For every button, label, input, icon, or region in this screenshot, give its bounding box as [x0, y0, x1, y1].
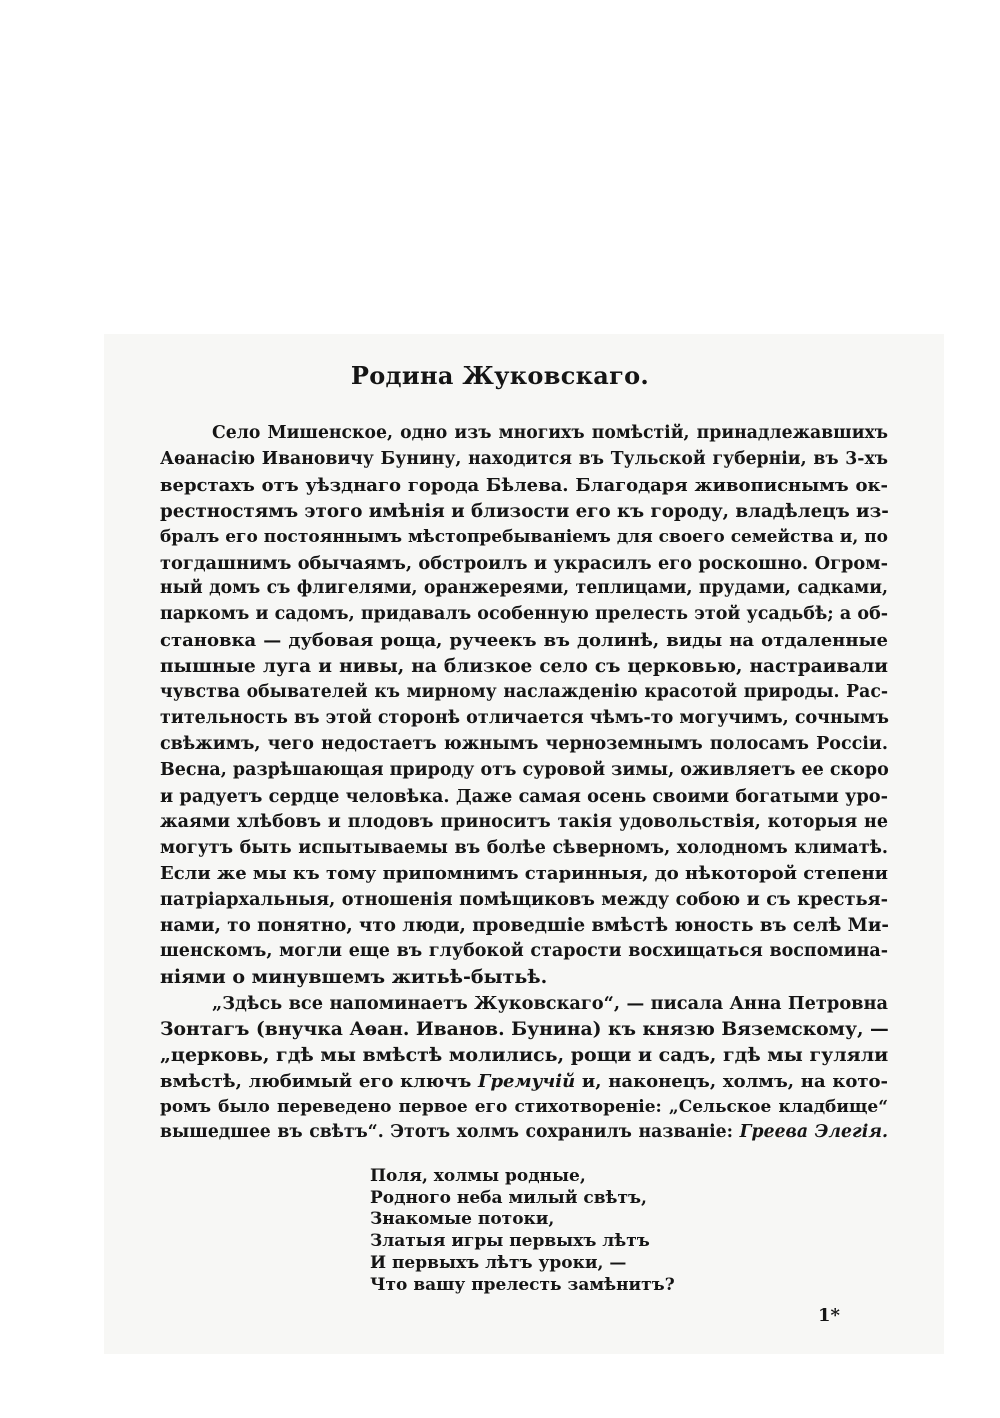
text-line: ный домъ съ флигелями, оранжереями, теплицами, прудами, садками, — [160, 578, 888, 599]
text-line: Весна, разрѣшающая природу отъ суровой зимы, оживляетъ ее скоро — [160, 759, 889, 780]
text-line: могутъ быть испытываемы въ болѣе сѣверномъ, холодномъ климатѣ. — [160, 837, 888, 858]
page-title: Родина Жуковскаго. — [350, 361, 650, 390]
poem-line: Знакомые потоки, — [370, 1209, 555, 1230]
text-line: паркомъ и садомъ, придавалъ особенную прелесть этой усадьбѣ; а об- — [160, 604, 888, 625]
text-line — [160, 1069, 888, 1095]
text-line: тогдашнимъ обычаямъ, обстроилъ и украсилъ его роскошно. Огром- — [160, 552, 888, 574]
text-line: свѣжимъ, чего недостаетъ южнымъ черноземнымъ полосамъ Россіи. — [160, 733, 888, 754]
paragraph-1 — [160, 421, 888, 991]
poem-line: Что вашу прелесть замѣнитъ? — [370, 1274, 675, 1295]
text-line — [160, 1120, 888, 1146]
poem-line: Златыя игры первыхъ лѣтъ — [370, 1231, 650, 1252]
text-line: „церковь, гдѣ мы вмѣстѣ молились, рощи и садъ, гдѣ мы гуляли — [160, 1043, 889, 1066]
text-line: ромъ было переведено первое его стихотвореніе: „Сельское кладбище“ — [160, 1096, 888, 1117]
paragraph-2 — [160, 991, 888, 1146]
text-run: и, наконецъ, холмъ, на кото- — [575, 1070, 888, 1092]
text-line: рестностямъ этого имѣнія и близости его къ городу, владѣлецъ из- — [160, 500, 889, 522]
text-line: Зонтагъ (внучка Аѳан. Иванов. Бунина) къ князю Вяземскому, — — [160, 1017, 889, 1040]
text-line: Аѳанасію Ивановичу Бунину, находится въ Тульской губерніи, въ 3-хъ — [160, 448, 888, 469]
main-text — [160, 421, 888, 1146]
poem-line: Родного неба милый свѣтъ, — [370, 1187, 647, 1208]
text-line: становка — дубовая роща, ручеекъ въ долинѣ, виды на отдаленные — [160, 630, 888, 652]
text-line: нами, то понятно, что люди, проведшіе вмѣстѣ юность въ селѣ Ми- — [160, 915, 889, 937]
text-line: верстахъ отъ уѣзднаго города Бѣлева. Благодаря живописнымъ ок- — [160, 474, 888, 496]
text-line: жаями хлѣбовъ и плодовъ приноситъ такія удовольствія, которыя не — [160, 811, 888, 832]
text-line: пышные луга и нивы, на близкое село съ церковью, настраивали — [160, 656, 888, 678]
text-line: патріархальныя, отношенія помѣщиковъ между собою и съ крестья- — [160, 889, 888, 911]
text-line: чувства обывателей къ мирному наслажденію красотой природы. Рас- — [160, 682, 888, 703]
poem — [370, 1166, 675, 1296]
text-run: вмѣстѣ, любимый его ключъ — [160, 1070, 479, 1092]
text-line: тительность въ этой сторонѣ отличается чѣмъ-то могучимъ, сочнымъ — [160, 707, 889, 728]
text-line: шенскомъ, могли еще въ глубокой старости восхищаться воспомина- — [160, 941, 888, 962]
italic-name-gremuchy: Гремучій — [478, 1070, 576, 1092]
poem-line: Поля, холмы родные, — [370, 1166, 586, 1186]
italic-name-elegy: Греева Элегія. — [739, 1122, 888, 1143]
signature-mark: 1* — [818, 1305, 840, 1326]
text-line: Если же мы къ тому припомнимъ старинныя, до нѣкоторой степени — [160, 863, 888, 885]
text-line: и радуетъ сердце человѣка. Даже самая осень своими богатыми уро- — [160, 785, 888, 807]
poem-line: И первыхъ лѣтъ уроки, — — [370, 1252, 627, 1273]
text-line: ніями о минувшемъ житьѣ-бытьѣ. — [160, 966, 548, 989]
text-line: „Здѣсь все напоминаетъ Жуковскаго“, — писала Анна Петровна — [212, 992, 888, 1014]
text-line: бралъ его постояннымъ мѣстопребываніемъ для своего семейства и, по — [160, 526, 888, 547]
text-line: Село Мишенское, одно изъ многихъ помѣстій, принадлежавшихъ — [212, 423, 888, 443]
text-run: вышедшее въ свѣтъ“. Этотъ холмъ сохранилъ названіе: — [160, 1122, 740, 1143]
